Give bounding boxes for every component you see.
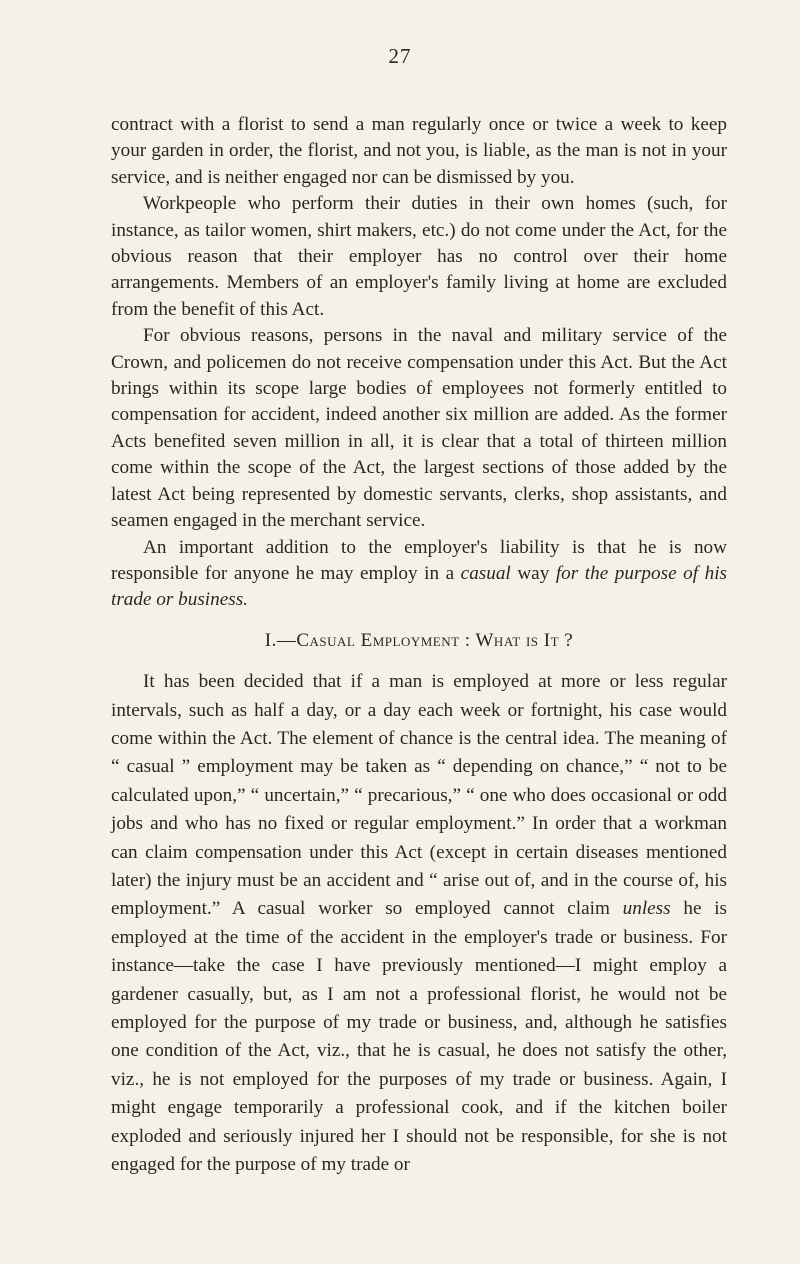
section-heading-number: I.—	[264, 629, 297, 651]
paragraph-4	[111, 535, 727, 614]
paragraph-4-emphasis-purpose: for the purpose of his trade or business.	[111, 562, 727, 611]
page-number: 27	[388, 44, 412, 68]
paragraph-1: contract with a florist to send a man regularly once or twice a week to keep your garden in order, the florist, and not you, is liable, as the man is not in your service, and is neither engaged nor can be dismissed by you.	[111, 114, 727, 188]
paragraph-5-text: It has been decided that if a man is employed at more or less regular intervals, such as half a day, or a day each week or fortnight, his case would come within the Act. The element of chance is the central idea. The meaning of “ casual ” employment may be taken as “ depending on chance,” “ not to be calculated upon,” “ uncertain,” “ precarious,” “ one who does occasional or odd jobs and who has no fixed or regular employment.” In order that a workman can claim compensation under this Act (except in certain diseases mentioned later) the injury must be an accident and “ arise out of, and in the course of, his employment.” A casual worker so employed cannot claim	[111, 671, 727, 920]
paragraph-4-emphasis-casual: casual	[460, 562, 511, 584]
paragraph-4-text-mid: way	[510, 562, 556, 584]
paragraph-3: For obvious reasons, persons in the naval and military service of the Crown, and policemen do not receive compensation under this Act. But the Act brings within its scope large bodies of employees not formerly entitled to compensation for accident, indeed another six million are added. As the former Acts benefited seven million in all, it is clear that a total of thirteen million come within the scope of the Act, the largest sections of those added by the latest Act being represented by domestic servants, clerks, shop assistants, and seamen engaged in the merchant service.	[111, 325, 727, 532]
paragraph-5	[111, 668, 727, 1179]
section-heading	[111, 628, 727, 654]
body-text	[111, 112, 727, 1179]
section-heading-title: Casual Employment : What is It ?	[296, 629, 574, 651]
paragraph-4-text: An important addition to the employer's liability is that he is now responsible for anyone he may employ in a	[111, 536, 727, 584]
paragraph-5-emphasis-unless: unless	[622, 898, 671, 920]
paragraph-2: Workpeople who perform their duties in their own homes (such, for instance, as tailor women, shirt makers, etc.) do not come under the Act, for the obvious reason that their employer has no control over their home arrangements. Members of an employer's family living at home are excluded from the benefit of this Act.	[111, 193, 727, 320]
paragraph-5-text-after: he is employed at the time of the accident in the employer's trade or business. For instance—take the case I have previously mentioned—I might employ a gardener casually, but, as I am not a professional florist, he would not be employed for the purpose of my trade or business, and, although he satisfies one condition of the Act, viz., that he is casual, he does not satisfy the other, viz., he is not employed for the purposes of my trade or business. Again, I might engage temporarily a professional cook, and if the kitchen boiler exploded and seriously injured her I should not be responsible, for she is not engaged for the purpose of my trade or	[111, 898, 727, 1176]
